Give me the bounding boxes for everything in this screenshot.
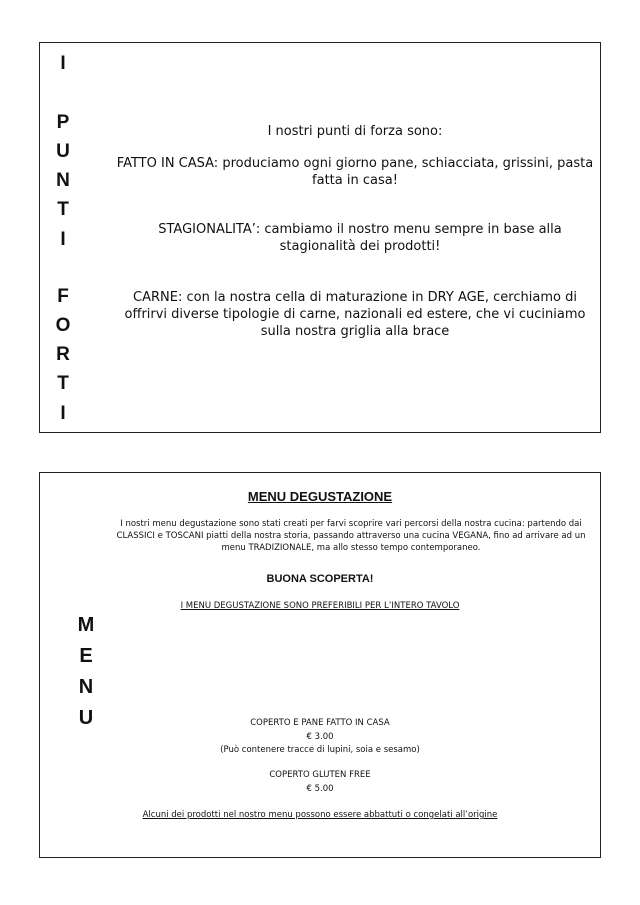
vertical-heading-menu bbox=[72, 473, 100, 858]
menu-footer-note: Alcuni dei prodotti nel nostro menu possono essere abbattuti o congelati all’origine bbox=[142, 810, 498, 820]
coperto-price: € 3.00 bbox=[306, 732, 334, 742]
vertical-letter: M bbox=[77, 614, 95, 636]
punti-forti-item-fatto-in-casa: FATTO IN CASA: produciamo ogni giorno pane, schiacciata, grissini, pasta fatta in casa! bbox=[116, 156, 594, 188]
vertical-letter: I bbox=[60, 403, 66, 424]
gluten-free-price: € 5.00 bbox=[306, 784, 334, 794]
menu-description: I nostri menu degustazione sono stati creati per farvi scoprire vari percorsi della nostra cucina: partendo dai CLASSICI e TOSCANI piatti della nostra storia, passando attraverso una cucina VEGANA, fino ad arrivare ad un menu TRADIZIONALE, ma allo stesso tempo contemporaneo. bbox=[116, 519, 586, 553]
vertical-heading-punti-forti bbox=[50, 43, 76, 433]
vertical-letter: O bbox=[55, 315, 71, 336]
vertical-letter: F bbox=[57, 286, 69, 307]
vertical-letter: I bbox=[60, 53, 66, 74]
menu-degustazione-panel bbox=[39, 472, 601, 858]
coperto-label: COPERTO E PANE FATTO IN CASA bbox=[250, 718, 390, 728]
vertical-letter: T bbox=[57, 373, 69, 394]
vertical-letter: R bbox=[56, 344, 70, 365]
coperto-note: (Può contenere tracce di lupini, soia e sesamo) bbox=[220, 745, 420, 755]
vertical-letter: T bbox=[57, 199, 69, 220]
punti-forti-item-stagionalita: STAGIONALITA’: cambiamo il nostro menu sempre in base alla stagionalità dei prodotti! bbox=[158, 222, 562, 254]
vertical-letter: N bbox=[78, 676, 94, 698]
punti-forti-panel bbox=[39, 42, 601, 433]
vertical-letter: P bbox=[56, 112, 70, 133]
punti-forti-intro: I nostri punti di forza sono: bbox=[267, 124, 443, 139]
menu-title: MENU DEGUSTAZIONE bbox=[247, 489, 393, 504]
menu-table-note: I MENU DEGUSTAZIONE SONO PREFERIBILI PER L’INTERO TAVOLO bbox=[180, 601, 460, 611]
vertical-letter: U bbox=[56, 141, 70, 162]
gluten-free-label: COPERTO GLUTEN FREE bbox=[269, 770, 371, 780]
vertical-letter: E bbox=[79, 645, 93, 667]
vertical-letter: I bbox=[60, 229, 66, 250]
vertical-letter: U bbox=[78, 707, 94, 729]
vertical-letter: N bbox=[56, 170, 70, 191]
menu-slogan: BUONA SCOPERTA! bbox=[266, 573, 374, 585]
punti-forti-item-carne: CARNE: con la nostra cella di maturazione in DRY AGE, cerchiamo di offrirvi diverse tipologie di carne, nazionali ed estere, che vi cuciniamo sulla nostra griglia alla brace bbox=[124, 290, 586, 339]
